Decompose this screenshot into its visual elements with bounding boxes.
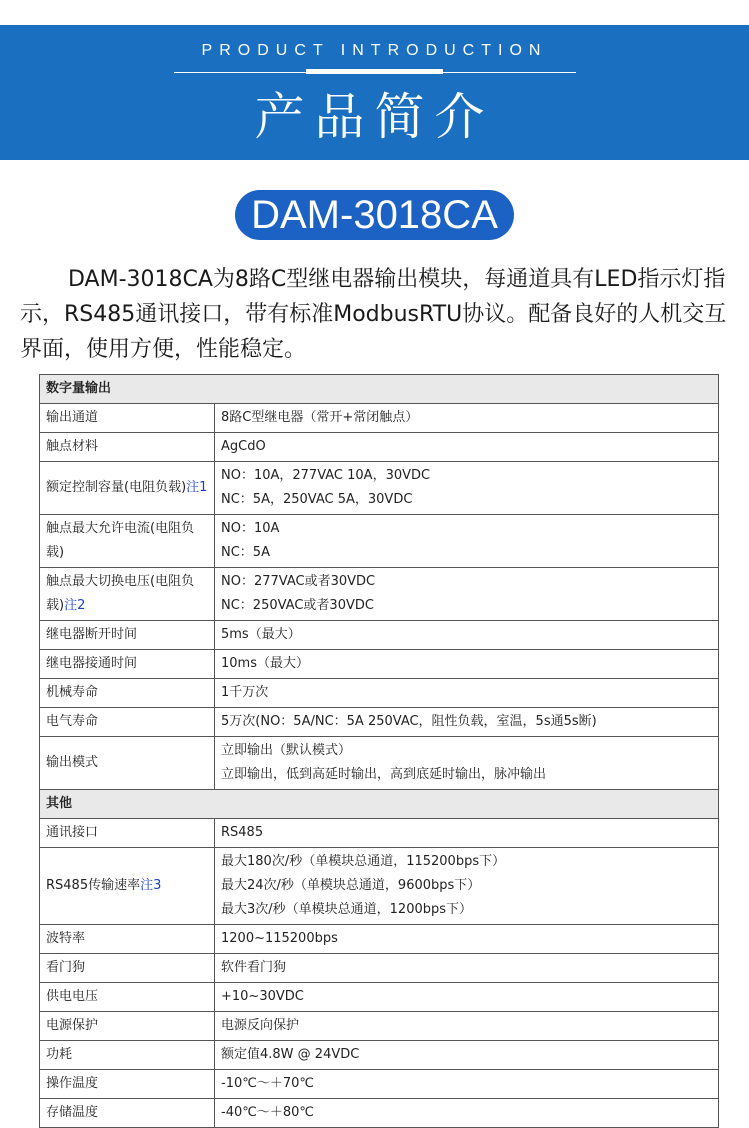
table-row: [40, 515, 719, 568]
spec-value: 10ms（最大）: [221, 656, 309, 671]
spec-value: 立即输出，低到高延时输出，高到底延时输出，脉冲输出: [221, 767, 547, 782]
spec-label-cell: [40, 1099, 215, 1128]
intro-paragraph: DAM-3018CA为8路C型继电器输出模块，每通道具有LED指示灯指示，RS485通讯接口，带有标准ModbusRTU协议。配备良好的人机交互界面，使用方便，性能稳定。: [20, 267, 727, 362]
spec-note-link[interactable]: 注3: [140, 878, 162, 893]
spec-label-cell: [40, 1041, 215, 1070]
spec-label-cell: [40, 983, 215, 1012]
spec-value-cell: [215, 404, 719, 433]
spec-label: 机械寿命: [46, 685, 99, 700]
spec-value: NC：5A: [221, 545, 270, 560]
table-row: [40, 1041, 719, 1070]
table-row: [40, 679, 719, 708]
spec-value-cell: [215, 848, 719, 925]
spec-value: 最大180次/秒（单模块总通道，115200bps下）: [221, 854, 506, 869]
table-row: [40, 737, 719, 790]
spec-label: 触点材料: [46, 439, 99, 454]
spec-label-cell: [40, 708, 215, 737]
spec-value: NO：277VAC或者30VDC: [221, 574, 376, 589]
spec-label: 继电器断开时间: [46, 627, 138, 642]
banner-title: 产品简介: [254, 88, 495, 146]
spec-value: NC：250VAC或者30VDC: [221, 598, 374, 613]
spec-value-cell: [215, 568, 719, 621]
table-row: [40, 462, 719, 515]
spec-value-cell: [215, 1099, 719, 1128]
spec-value-cell: [215, 679, 719, 708]
spec-value: 5万次(NO：5A/NC：5A 250VAC，阻性负载，室温，5s通5s断): [221, 714, 597, 729]
spec-value: 电源反向保护: [221, 1018, 300, 1033]
spec-label: 继电器接通时间: [46, 656, 138, 671]
table-row: [40, 954, 719, 983]
spec-value-cell: [215, 515, 719, 568]
spec-value: AgCdO: [221, 439, 266, 454]
table-row: [40, 650, 719, 679]
spec-value-cell: [215, 925, 719, 954]
spec-label-cell: [40, 650, 215, 679]
spec-value: NC：5A，250VAC 5A，30VDC: [221, 492, 413, 507]
spec-value-cell: [215, 621, 719, 650]
spec-value: 8路C型继电器（常开+常闭触点）: [221, 410, 419, 425]
spec-value: NO：10A: [221, 521, 280, 536]
spec-value-cell: [215, 708, 719, 737]
section-header-row: [40, 375, 719, 404]
spec-value-cell: [215, 983, 719, 1012]
spec-label-cell: [40, 568, 215, 621]
spec-label: 输出模式: [46, 755, 99, 770]
spec-value: -40℃～＋80℃: [221, 1105, 314, 1120]
table-row: [40, 819, 719, 848]
spec-label: 功耗: [46, 1047, 73, 1062]
spec-label: 电源保护: [46, 1018, 99, 1033]
spec-value-cell: [215, 462, 719, 515]
spec-value-cell: [215, 433, 719, 462]
spec-note-link[interactable]: 注1: [186, 480, 208, 495]
spec-value-cell: [215, 1041, 719, 1070]
spec-table: [39, 374, 719, 1128]
section-header-row: [40, 790, 719, 819]
table-row: [40, 1070, 719, 1099]
spec-label: 触点最大切换电压(电阻负载): [46, 574, 195, 613]
spec-label: 看门狗: [46, 960, 86, 975]
spec-value: 额定值4.8W @ 24VDC: [221, 1047, 360, 1062]
spec-label-cell: [40, 404, 215, 433]
table-row: [40, 568, 719, 621]
banner-accent-bar: [306, 69, 443, 74]
header-banner: [0, 25, 749, 160]
spec-value: 1千万次: [221, 685, 269, 700]
spec-value: 最大24次/秒（单模块总通道，9600bps下）: [221, 878, 481, 893]
spec-value-cell: [215, 819, 719, 848]
spec-label-cell: [40, 621, 215, 650]
spec-value-cell: [215, 737, 719, 790]
spec-value: +10~30VDC: [221, 989, 304, 1004]
spec-value: 5ms（最大）: [221, 627, 301, 642]
table-row: [40, 404, 719, 433]
spec-label: 额定控制容量(电阻负载): [46, 480, 187, 495]
section-title: 数字量输出: [40, 375, 719, 404]
spec-value-cell: [215, 650, 719, 679]
spec-label-cell: [40, 848, 215, 925]
spec-value: RS485: [221, 825, 264, 840]
table-row: [40, 1012, 719, 1041]
spec-label: 输出通道: [46, 410, 99, 425]
spec-value: NO：10A，277VAC 10A，30VDC: [221, 468, 431, 483]
spec-label: RS485传输速率: [46, 878, 141, 893]
spec-label-cell: [40, 433, 215, 462]
spec-value-cell: [215, 1012, 719, 1041]
spec-note-link[interactable]: 注2: [64, 598, 86, 613]
spec-value: 1200~115200bps: [221, 931, 338, 946]
spec-label-cell: [40, 1012, 215, 1041]
table-row: [40, 1099, 719, 1128]
table-row: [40, 621, 719, 650]
spec-label-cell: [40, 515, 215, 568]
spec-value: -10℃～＋70℃: [221, 1076, 314, 1091]
spec-value: 最大3次/秒（单模块总通道，1200bps下）: [221, 902, 473, 917]
table-row: [40, 848, 719, 925]
spec-label-cell: [40, 737, 215, 790]
spec-label: 触点最大允许电流(电阻负载): [46, 521, 195, 560]
spec-label: 存储温度: [46, 1105, 99, 1120]
spec-label-cell: [40, 819, 215, 848]
spec-label: 波特率: [46, 931, 86, 946]
spec-label: 操作温度: [46, 1076, 99, 1091]
spec-label-cell: [40, 954, 215, 983]
table-row: [40, 433, 719, 462]
table-row: [40, 925, 719, 954]
model-name-pill: DAM-3018CA: [235, 190, 514, 240]
spec-value: 立即输出（默认模式）: [221, 743, 352, 758]
spec-label-cell: [40, 925, 215, 954]
section-title: 其他: [40, 790, 719, 819]
spec-label: 供电电压: [46, 989, 99, 1004]
spec-value-cell: [215, 954, 719, 983]
spec-value-cell: [215, 1070, 719, 1099]
spec-label-cell: [40, 679, 215, 708]
spec-label: 电气寿命: [46, 714, 99, 729]
spec-label: 通讯接口: [46, 825, 99, 840]
spec-value: 软件看门狗: [221, 960, 287, 975]
spec-label-cell: [40, 462, 215, 515]
table-row: [40, 983, 719, 1012]
banner-subtitle: PRODUCT INTRODUCTION: [201, 42, 548, 59]
spec-label-cell: [40, 1070, 215, 1099]
table-row: [40, 708, 719, 737]
